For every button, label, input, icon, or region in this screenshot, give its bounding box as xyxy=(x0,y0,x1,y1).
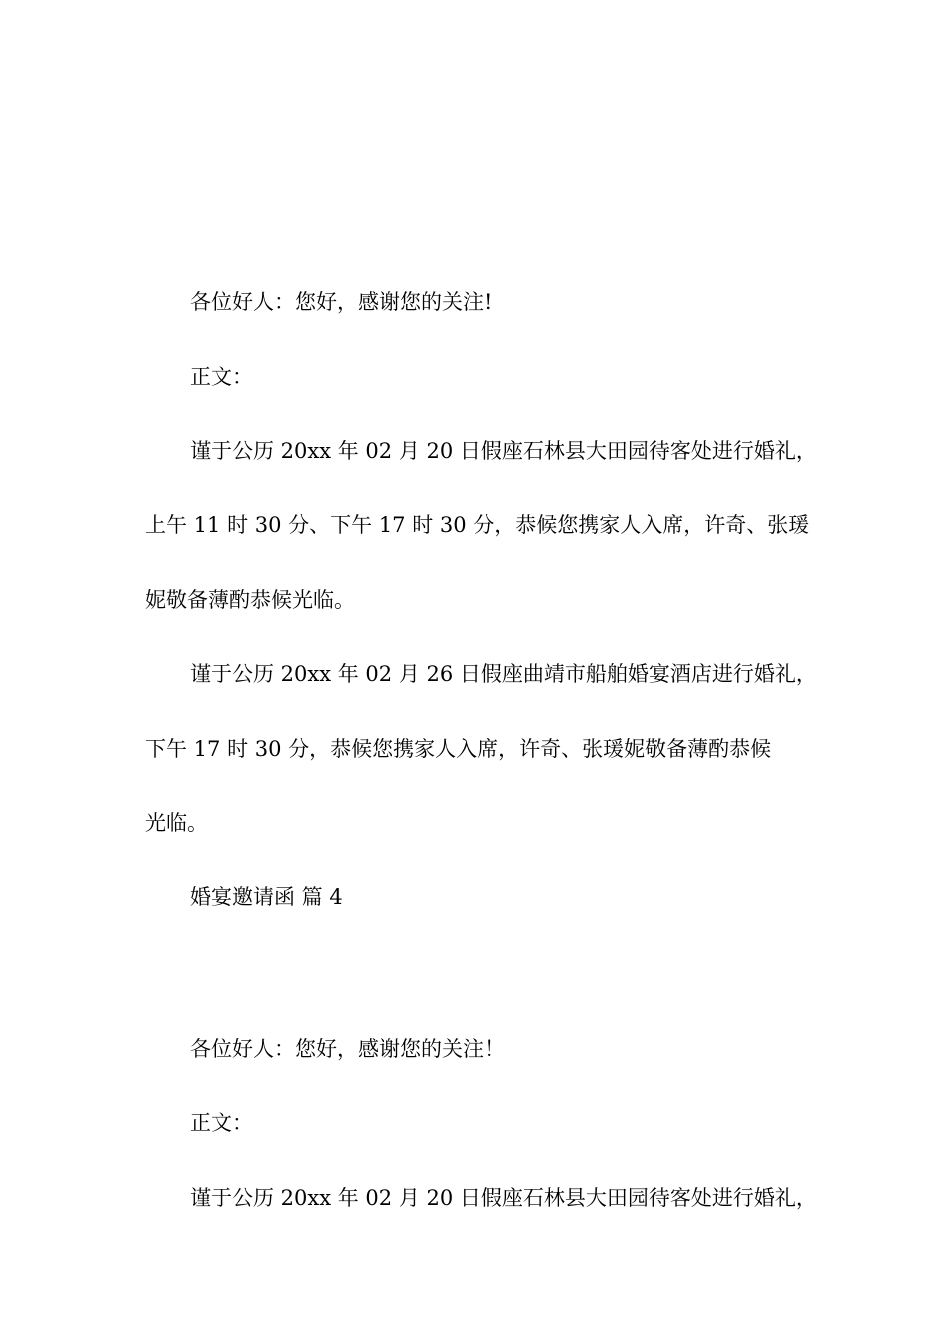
paragraph-line: 妮敬备薄酌恭候光临。 xyxy=(145,588,355,612)
greeting-line: 各位好人：您好，感谢您的关注！ xyxy=(190,1037,505,1061)
paragraph-line: 下午 17 时 30 分，恭候您携家人入席，许奇、张瑗妮敬备薄酌恭候 xyxy=(145,737,772,761)
paragraph-line: 谨于公历 20xx 年 02 月 26 日假座曲靖市船舶婚宴酒店进行婚礼， xyxy=(190,662,817,686)
paragraph-line: 谨于公历 20xx 年 02 月 20 日假座石林县大田园待客处进行婚礼， xyxy=(190,1186,817,1210)
section-title: 婚宴邀请函 篇 4 xyxy=(190,885,343,909)
greeting-line: 各位好人：您好，感谢您的关注! xyxy=(190,290,493,314)
body-heading: 正文： xyxy=(190,1111,253,1135)
paragraph-line: 谨于公历 20xx 年 02 月 20 日假座石林县大田园待客处进行婚礼， xyxy=(190,439,817,463)
body-heading: 正文： xyxy=(190,365,253,389)
paragraph-line: 上午 11 时 30 分、下午 17 时 30 分，恭候您携家人入席，许奇、张瑗 xyxy=(145,513,810,537)
paragraph-line: 光临。 xyxy=(145,811,208,835)
